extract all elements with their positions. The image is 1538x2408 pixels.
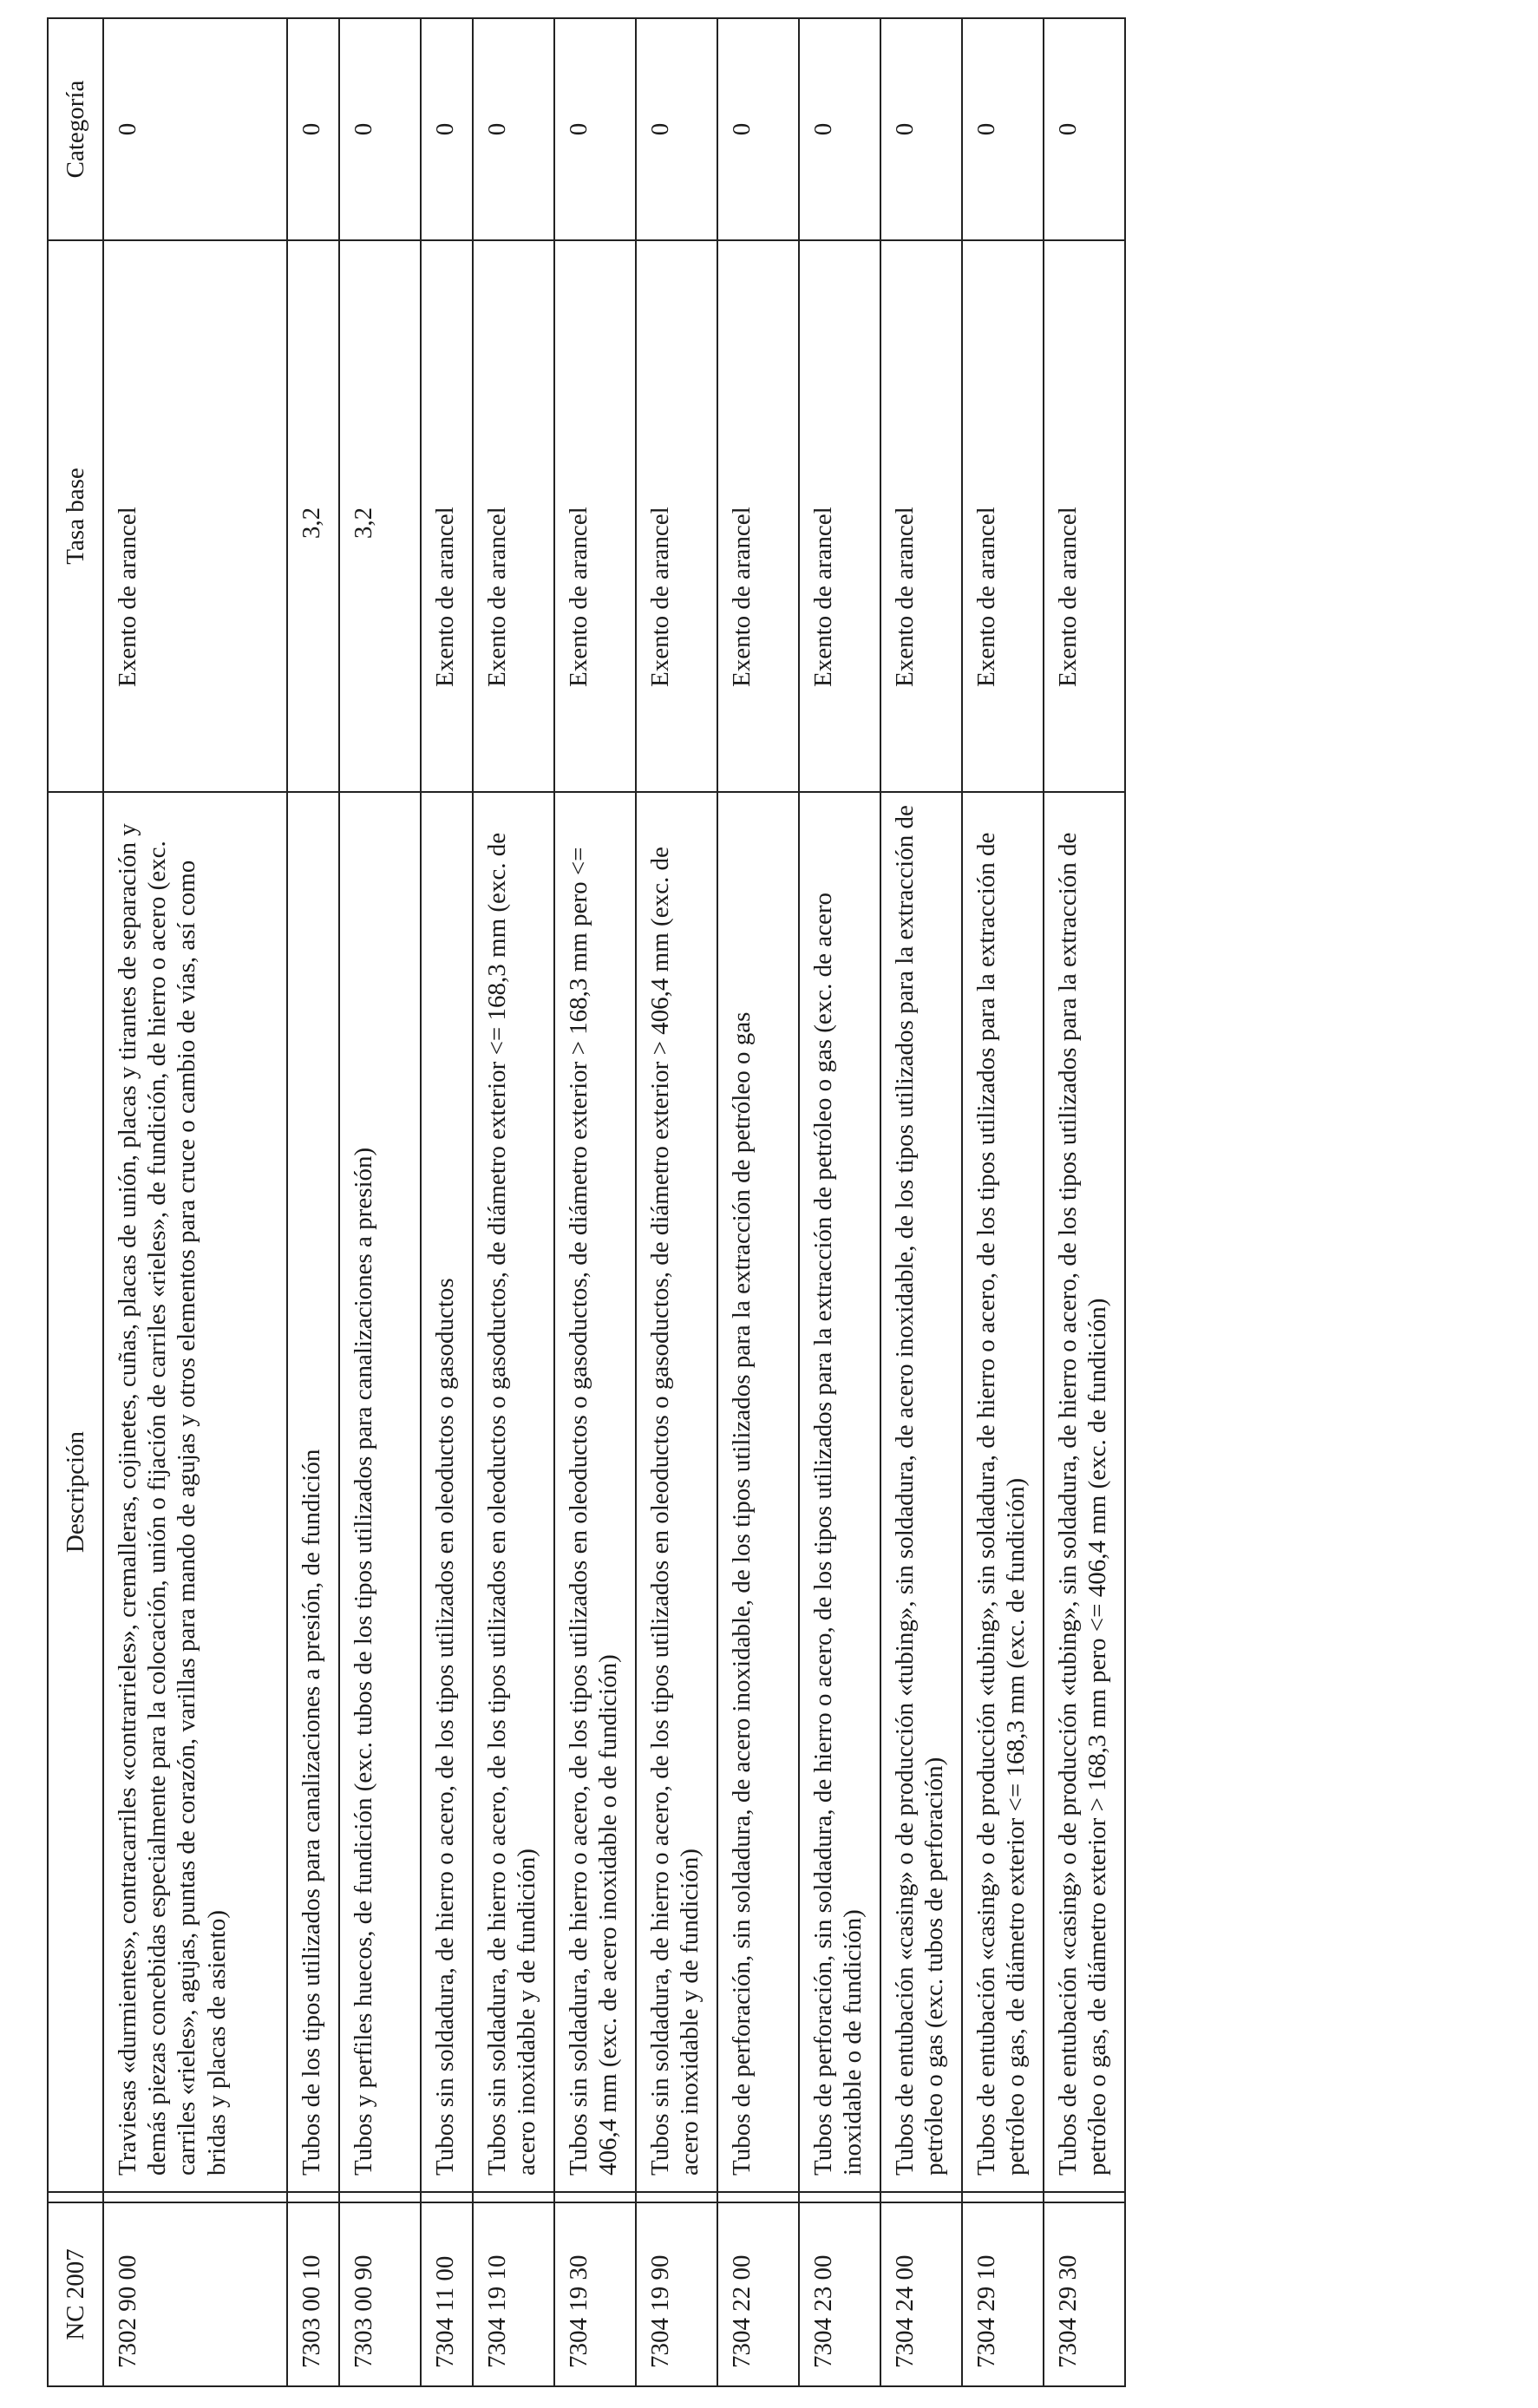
cell-tasa-base-text: Exento de arancel: [483, 507, 511, 687]
cell-categoria-text: 0: [350, 122, 377, 136]
cell-tasa-base-text: Exento de arancel: [809, 507, 837, 687]
cell-categoria-text: 0: [1054, 122, 1082, 136]
cell-tasa-base-text: Exento de arancel: [728, 507, 756, 687]
table-row: [1044, 18, 1125, 2386]
cell-nc: [554, 2202, 636, 2386]
header-descripcion: Descripción: [48, 792, 103, 2192]
cell-descripcion-text: Tubos de entubación «casing» o de producción «tubing», sin soldadura, de acero inoxidable, de los tipos utilizados para la extracción de petróleo o gas (exc. tubos de perforación): [891, 805, 949, 2176]
table-row: [880, 18, 962, 2386]
cell-nc-text: 7304 19 30: [565, 2254, 592, 2368]
cell-categoria-text: 0: [483, 122, 511, 136]
cell-categoria: [1044, 18, 1125, 240]
cell-descripcion: [473, 792, 554, 2192]
table-row: [421, 18, 473, 2386]
cell-nc-text: 7304 23 00: [809, 2254, 837, 2368]
cell-categoria-text: 0: [565, 122, 592, 136]
cell-descripcion-text: Tubos de entubación «casing» o de producción «tubing», sin soldadura, de hierro o acero, de los tipos utilizados para la extracción de petróleo o gas, de diámetro exterior <= 168,3 mm (exc. de fundición): [972, 832, 1031, 2176]
cell-descripcion-text: Tubos y perfiles huecos, de fundición (exc. tubos de los tipos utilizados para canalizaciones a presión): [350, 1147, 377, 2176]
cell-descripcion: [421, 792, 473, 2192]
table-row: [962, 18, 1044, 2386]
cell-nc-text: 7302 90 00: [114, 2254, 141, 2368]
cell-categoria-text: 0: [728, 122, 756, 136]
cell-spacer: [880, 2192, 962, 2202]
cell-tasa-base-text: Exento de arancel: [1054, 507, 1082, 687]
cell-tasa-base-text: Exento de arancel: [565, 507, 592, 687]
table-row: [799, 18, 880, 2386]
cell-descripcion-text: Tubos sin soldadura, de hierro o acero, de los tipos utilizados en oleoductos o gasoductos, de diámetro exterior <= 168,3 mm (exc. de acero inoxidable y de fundición): [483, 832, 541, 2176]
cell-spacer: [339, 2192, 421, 2202]
cell-spacer: [717, 2192, 799, 2202]
cell-descripcion-text: Traviesas «durmientes», contracarriles «contrarrieles», cremalleras, cojinetes, cuñas, placas de unión, placas y tirantes de separación y demás piezas concebidas especialmente para la colocación, unión o fijación de carriles «rieles», de fundición, de hierro o acero (exc. carriles «rieles», agujas, puntas de corazón, varillas para mando de agujas y otros elementos para cruce o cambio de vías, así como bridas y placas de asiento): [114, 823, 231, 2176]
cell-nc-text: 7304 29 10: [972, 2254, 1000, 2368]
cell-descripcion: [1044, 792, 1125, 2192]
table-row: [636, 18, 717, 2386]
cell-descripcion: [962, 792, 1044, 2192]
cell-tasa-base-text: Exento de arancel: [114, 507, 141, 687]
cell-nc: [1044, 2202, 1125, 2386]
cell-categoria: [799, 18, 880, 240]
cell-descripcion-text: Tubos sin soldadura, de hierro o acero, de los tipos utilizados en oleoductos o gasoductos: [431, 1278, 459, 2176]
header-nc: NC 2007: [48, 2202, 103, 2386]
cell-nc: [717, 2202, 799, 2386]
cell-descripcion-text: Tubos sin soldadura, de hierro o acero, de los tipos utilizados en oleoductos o gasoductos, de diámetro exterior > 168,3 mm pero <= 406,4 mm (exc. de acero inoxidable o de fundición): [565, 847, 623, 2176]
cell-descripcion: [287, 792, 339, 2192]
cell-tasa-base: [962, 240, 1044, 792]
cell-nc-text: 7304 24 00: [891, 2254, 919, 2368]
cell-tasa-base-text: Exento de arancel: [891, 507, 919, 687]
cell-nc-text: 7304 11 00: [431, 2255, 459, 2368]
cell-categoria: [421, 18, 473, 240]
header-tasa-base: Tasa base: [48, 240, 103, 792]
cell-categoria-text: 0: [891, 122, 919, 136]
cell-descripcion: [554, 792, 636, 2192]
cell-categoria-text: 0: [114, 122, 141, 136]
cell-nc: [962, 2202, 1044, 2386]
cell-categoria: [717, 18, 799, 240]
cell-nc-text: 7303 00 10: [298, 2254, 325, 2368]
cell-categoria: [103, 18, 287, 240]
cell-categoria: [962, 18, 1044, 240]
tariff-table: [47, 17, 1126, 2387]
cell-tasa-base-text: Exento de arancel: [646, 507, 674, 687]
cell-nc: [421, 2202, 473, 2386]
cell-tasa-base-text: 3,2: [298, 507, 325, 540]
cell-descripcion-text: Tubos sin soldadura, de hierro o acero, de los tipos utilizados en oleoductos o gasoductos, de diámetro exterior > 406,4 mm (exc. de acero inoxidable y de fundición): [646, 847, 704, 2176]
cell-categoria-text: 0: [298, 122, 325, 136]
table-body: [103, 18, 1125, 2386]
cell-spacer: [473, 2192, 554, 2202]
table-header-row: [48, 18, 103, 2386]
cell-descripcion: [799, 792, 880, 2192]
cell-spacer: [103, 2192, 287, 2202]
cell-categoria: [287, 18, 339, 240]
cell-tasa-base: [717, 240, 799, 792]
cell-nc: [799, 2202, 880, 2386]
cell-categoria: [339, 18, 421, 240]
cell-nc-text: 7304 29 30: [1054, 2254, 1082, 2368]
cell-spacer: [799, 2192, 880, 2202]
cell-categoria: [554, 18, 636, 240]
cell-nc-text: 7304 19 10: [483, 2254, 511, 2368]
cell-descripcion: [636, 792, 717, 2192]
cell-descripcion-text: Tubos de perforación, sin soldadura, de acero inoxidable, de los tipos utilizados para la extracción de petróleo o gas: [728, 1011, 756, 2176]
cell-tasa-base: [339, 240, 421, 792]
cell-tasa-base: [287, 240, 339, 792]
cell-tasa-base: [799, 240, 880, 792]
cell-categoria: [880, 18, 962, 240]
cell-nc: [880, 2202, 962, 2386]
cell-tasa-base: [1044, 240, 1125, 792]
cell-tasa-base: [636, 240, 717, 792]
cell-tasa-base: [421, 240, 473, 792]
cell-categoria-text: 0: [431, 122, 459, 136]
cell-spacer: [287, 2192, 339, 2202]
cell-tasa-base-text: Exento de arancel: [431, 507, 459, 687]
cell-tasa-base-text: 3,2: [350, 507, 377, 540]
cell-tasa-base: [103, 240, 287, 792]
cell-spacer: [1044, 2192, 1125, 2202]
table-row: [287, 18, 339, 2386]
cell-categoria: [473, 18, 554, 240]
cell-nc-text: 7304 22 00: [728, 2254, 756, 2368]
cell-categoria-text: 0: [646, 122, 674, 136]
cell-spacer: [962, 2192, 1044, 2202]
cell-nc: [473, 2202, 554, 2386]
cell-spacer: [421, 2192, 473, 2202]
cell-spacer: [636, 2192, 717, 2202]
cell-nc-text: 7304 19 90: [646, 2254, 674, 2368]
cell-descripcion: [339, 792, 421, 2192]
cell-nc: [103, 2202, 287, 2386]
table-row: [339, 18, 421, 2386]
header-categoria: Categoría: [48, 18, 103, 240]
table-row: [103, 18, 287, 2386]
cell-descripcion: [880, 792, 962, 2192]
cell-tasa-base: [554, 240, 636, 792]
table-row: [554, 18, 636, 2386]
cell-tasa-base: [473, 240, 554, 792]
cell-nc: [287, 2202, 339, 2386]
cell-descripcion: [717, 792, 799, 2192]
cell-descripcion-text: Tubos de perforación, sin soldadura, de hierro o acero, de los tipos utilizados para la extracción de petróleo o gas (exc. de acero inoxidable o de fundición): [809, 892, 867, 2176]
cell-categoria-text: 0: [972, 122, 1000, 136]
cell-tasa-base: [880, 240, 962, 792]
table-row: [473, 18, 554, 2386]
tariff-table-rotated: [47, 19, 1218, 2387]
cell-descripcion-text: Tubos de los tipos utilizados para canalizaciones a presión, de fundición: [298, 1449, 325, 2176]
header-spacer: [48, 2192, 103, 2202]
cell-tasa-base-text: Exento de arancel: [972, 507, 1000, 687]
cell-descripcion-text: Tubos de entubación «casing» o de producción «tubing», sin soldadura, de hierro o acero, de los tipos utilizados para la extracción de petróleo o gas, de diámetro exterior > 168,3 mm pero <= 406,4 mm (exc. de fundición): [1054, 832, 1112, 2176]
cell-spacer: [554, 2192, 636, 2202]
cell-nc-text: 7303 00 90: [350, 2254, 377, 2368]
cell-nc: [636, 2202, 717, 2386]
cell-categoria: [636, 18, 717, 240]
cell-descripcion: [103, 792, 287, 2192]
cell-categoria-text: 0: [809, 122, 837, 136]
table-row: [717, 18, 799, 2386]
cell-nc: [339, 2202, 421, 2386]
